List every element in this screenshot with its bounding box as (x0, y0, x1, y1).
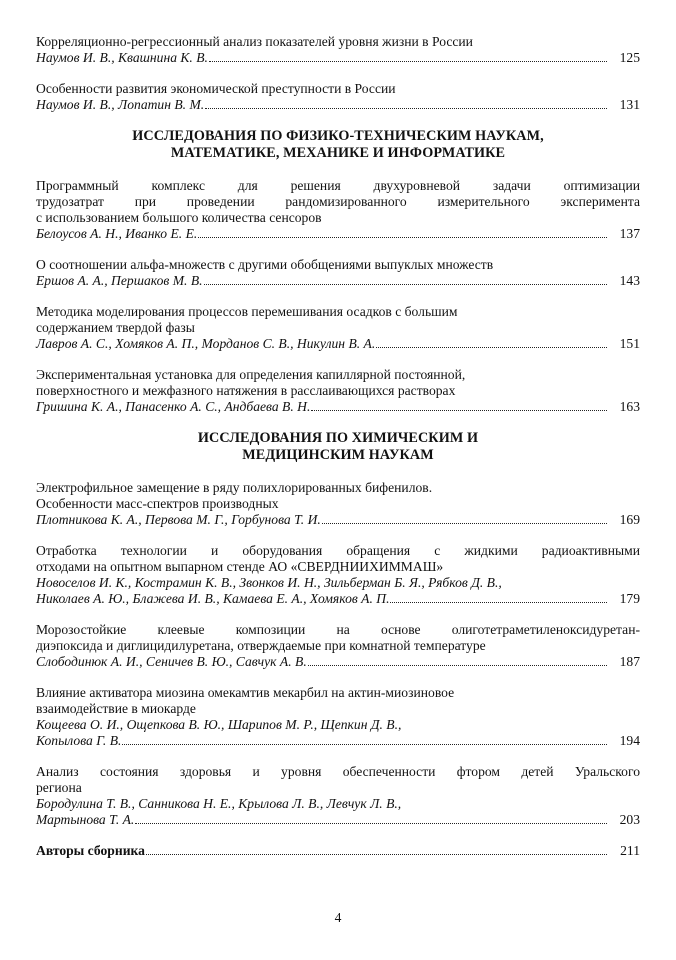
entry-title-line: Особенности масс-спектров производных (36, 496, 279, 511)
entry-authors-row (36, 843, 640, 859)
entry-authors-row (36, 336, 640, 352)
entry-page: 203 (619, 812, 640, 827)
entry-page: 151 (619, 336, 640, 351)
entry-authors-row (36, 812, 640, 828)
entry-authors-line: Бородулина Т. В., Санникова Н. Е., Крылова Л. В., Левчук Л. В., (36, 796, 402, 811)
entry-authors-row (36, 733, 640, 749)
toc-entry (36, 178, 640, 242)
dot-leader (205, 108, 607, 109)
entry-title-line: Корреляционно-регрессионный анализ показателей уровня жизни в России (36, 34, 473, 49)
entry-page: 169 (619, 512, 640, 527)
entry-title-line: трудозатрат при проведении рандомизированного измерительного эксперимента (36, 194, 640, 209)
entry-page: 194 (619, 733, 640, 748)
entry-authors: Гришина К. А., Панасенко А. С., Андбаева В. Н. (36, 399, 311, 414)
section-heading-line: ИССЛЕДОВАНИЯ ПО ХИМИЧЕСКИМ И (197, 430, 479, 446)
toc-entry (36, 367, 640, 415)
entry-title-line: отходами на опытном выпарном стенде АО «СВЕРДНИИХИММАШ» (36, 559, 444, 574)
entry-authors-row (36, 654, 640, 670)
entry-authors-row (36, 50, 640, 66)
dot-leader (376, 347, 607, 348)
toc-entry (36, 622, 640, 670)
entry-title-line: Отработка технологии и оборудования обращения с жидкими радиоактивными (36, 543, 640, 558)
entry-title-line: Методика моделирования процессов перемешивания осадков с большим (36, 304, 458, 319)
dot-leader (322, 523, 607, 524)
entry-page: 163 (619, 399, 640, 414)
entry-title-line: Морозостойкие клеевые композиции на основе олиготетраметиленоксидуретан- (36, 622, 640, 637)
entry-title-line: Экспериментальная установка для определения капиллярной постоянной, (36, 367, 466, 382)
dot-leader (146, 854, 607, 855)
entry-authors-row (36, 273, 640, 289)
entry-authors: Мартынова Т. А. (36, 812, 135, 827)
entry-authors-row (36, 591, 640, 607)
entry-page: 187 (619, 654, 640, 669)
entry-page: 211 (620, 843, 640, 858)
entry-authors: Слободинюк А. И., Сеничев В. Ю., Савчук А. В. (36, 654, 307, 669)
entry-page: 125 (619, 50, 640, 65)
entry-label: Авторы сборника (36, 843, 145, 858)
entry-page: 143 (619, 273, 640, 288)
toc-entry (36, 685, 640, 749)
entry-page: 179 (619, 591, 640, 606)
entry-authors-row (36, 399, 640, 415)
section-heading (36, 430, 640, 464)
entry-authors: Наумов И. В., Квашнина К. В. (36, 50, 208, 65)
entry-authors: Николаев А. Ю., Блажева И. В., Камаева Е. А., Хомяков А. П. (36, 591, 390, 606)
section-heading-line: МАТЕМАТИКЕ, МЕХАНИКЕ И ИНФОРМАТИКЕ (170, 145, 506, 161)
section-heading (36, 128, 640, 162)
section-heading-line: МЕДИЦИНСКИМ НАУКАМ (242, 447, 434, 463)
entry-title-line: содержанием твердой фазы (36, 320, 195, 335)
dot-leader (390, 602, 607, 603)
entry-authors-row (36, 512, 640, 528)
entry-authors-row (36, 226, 640, 242)
toc-entry (36, 81, 640, 113)
toc-page (36, 34, 640, 874)
entry-title-line: Особенности развития экономической преступности в России (36, 81, 396, 96)
dot-leader (308, 665, 607, 666)
dot-leader (209, 61, 607, 62)
dot-leader (198, 237, 607, 238)
entry-authors: Плотникова К. А., Первова М. Г., Горбунова Т. И. (36, 512, 321, 527)
entry-title-line: О соотношении альфа-множеств с другими обобщениями выпуклых множеств (36, 257, 494, 272)
entry-title-line: Влияние активатора миозина омекамтив мекарбил на актин-миозиновое (36, 685, 455, 700)
entry-title-line: взаимодействие в миокарде (36, 701, 196, 716)
entry-page: 137 (619, 226, 640, 241)
toc-entry (36, 543, 640, 607)
dot-leader (204, 284, 607, 285)
entry-authors: Лавров А. С., Хомяков А. П., Морданов С. В., Никулин В. А. (36, 336, 376, 351)
toc-entry (36, 257, 640, 289)
dot-leader (311, 410, 607, 411)
toc-entry (36, 480, 640, 528)
dot-leader (135, 823, 607, 824)
page-number: 4 (334, 910, 342, 925)
entry-authors-line: Новоселов И. К., Кострамин К. В., Звонков И. Н., Зильберман Б. Я., Рябков Д. В., (36, 575, 502, 590)
toc-entry-authors-index (36, 843, 640, 859)
entry-title-line: региона (36, 780, 82, 795)
entry-title-line: Анализ состояния здоровья и уровня обеспеченности фтором детей Уральского (36, 764, 640, 779)
entry-title-line: поверхностного и межфазного натяжения в расслаивающихся растворах (36, 383, 456, 398)
entry-authors-row (36, 97, 640, 113)
entry-title-line: Программный комплекс для решения двухуровневой задачи оптимизации (36, 178, 640, 193)
entry-authors: Копылова Г. В. (36, 733, 122, 748)
entry-title-line: с использованием большого количества сенсоров (36, 210, 322, 225)
entry-authors: Ершов А. А., Першаков М. В. (36, 273, 203, 288)
section-heading-line: ИССЛЕДОВАНИЯ ПО ФИЗИКО-ТЕХНИЧЕСКИМ НАУКАМ, (132, 128, 544, 144)
entry-title-line: диэпоксида и диглицидилуретана, отверждаемые при комнатной температуре (36, 638, 486, 653)
entry-authors: Наумов И. В., Лопатин В. М. (36, 97, 205, 112)
entry-authors: Белоусов А. Н., Иванко Е. Е. (36, 226, 198, 241)
entry-page: 131 (619, 97, 640, 112)
toc-entry (36, 304, 640, 352)
dot-leader (122, 744, 607, 745)
entry-title-line: Электрофильное замещение в ряду полихлорированных бифенилов. (36, 480, 433, 495)
entry-authors-line: Кощеева О. И., Ощепкова В. Ю., Шарипов М. Р., Щепкин Д. В., (36, 717, 402, 732)
toc-entry (36, 764, 640, 828)
toc-entry (36, 34, 640, 66)
